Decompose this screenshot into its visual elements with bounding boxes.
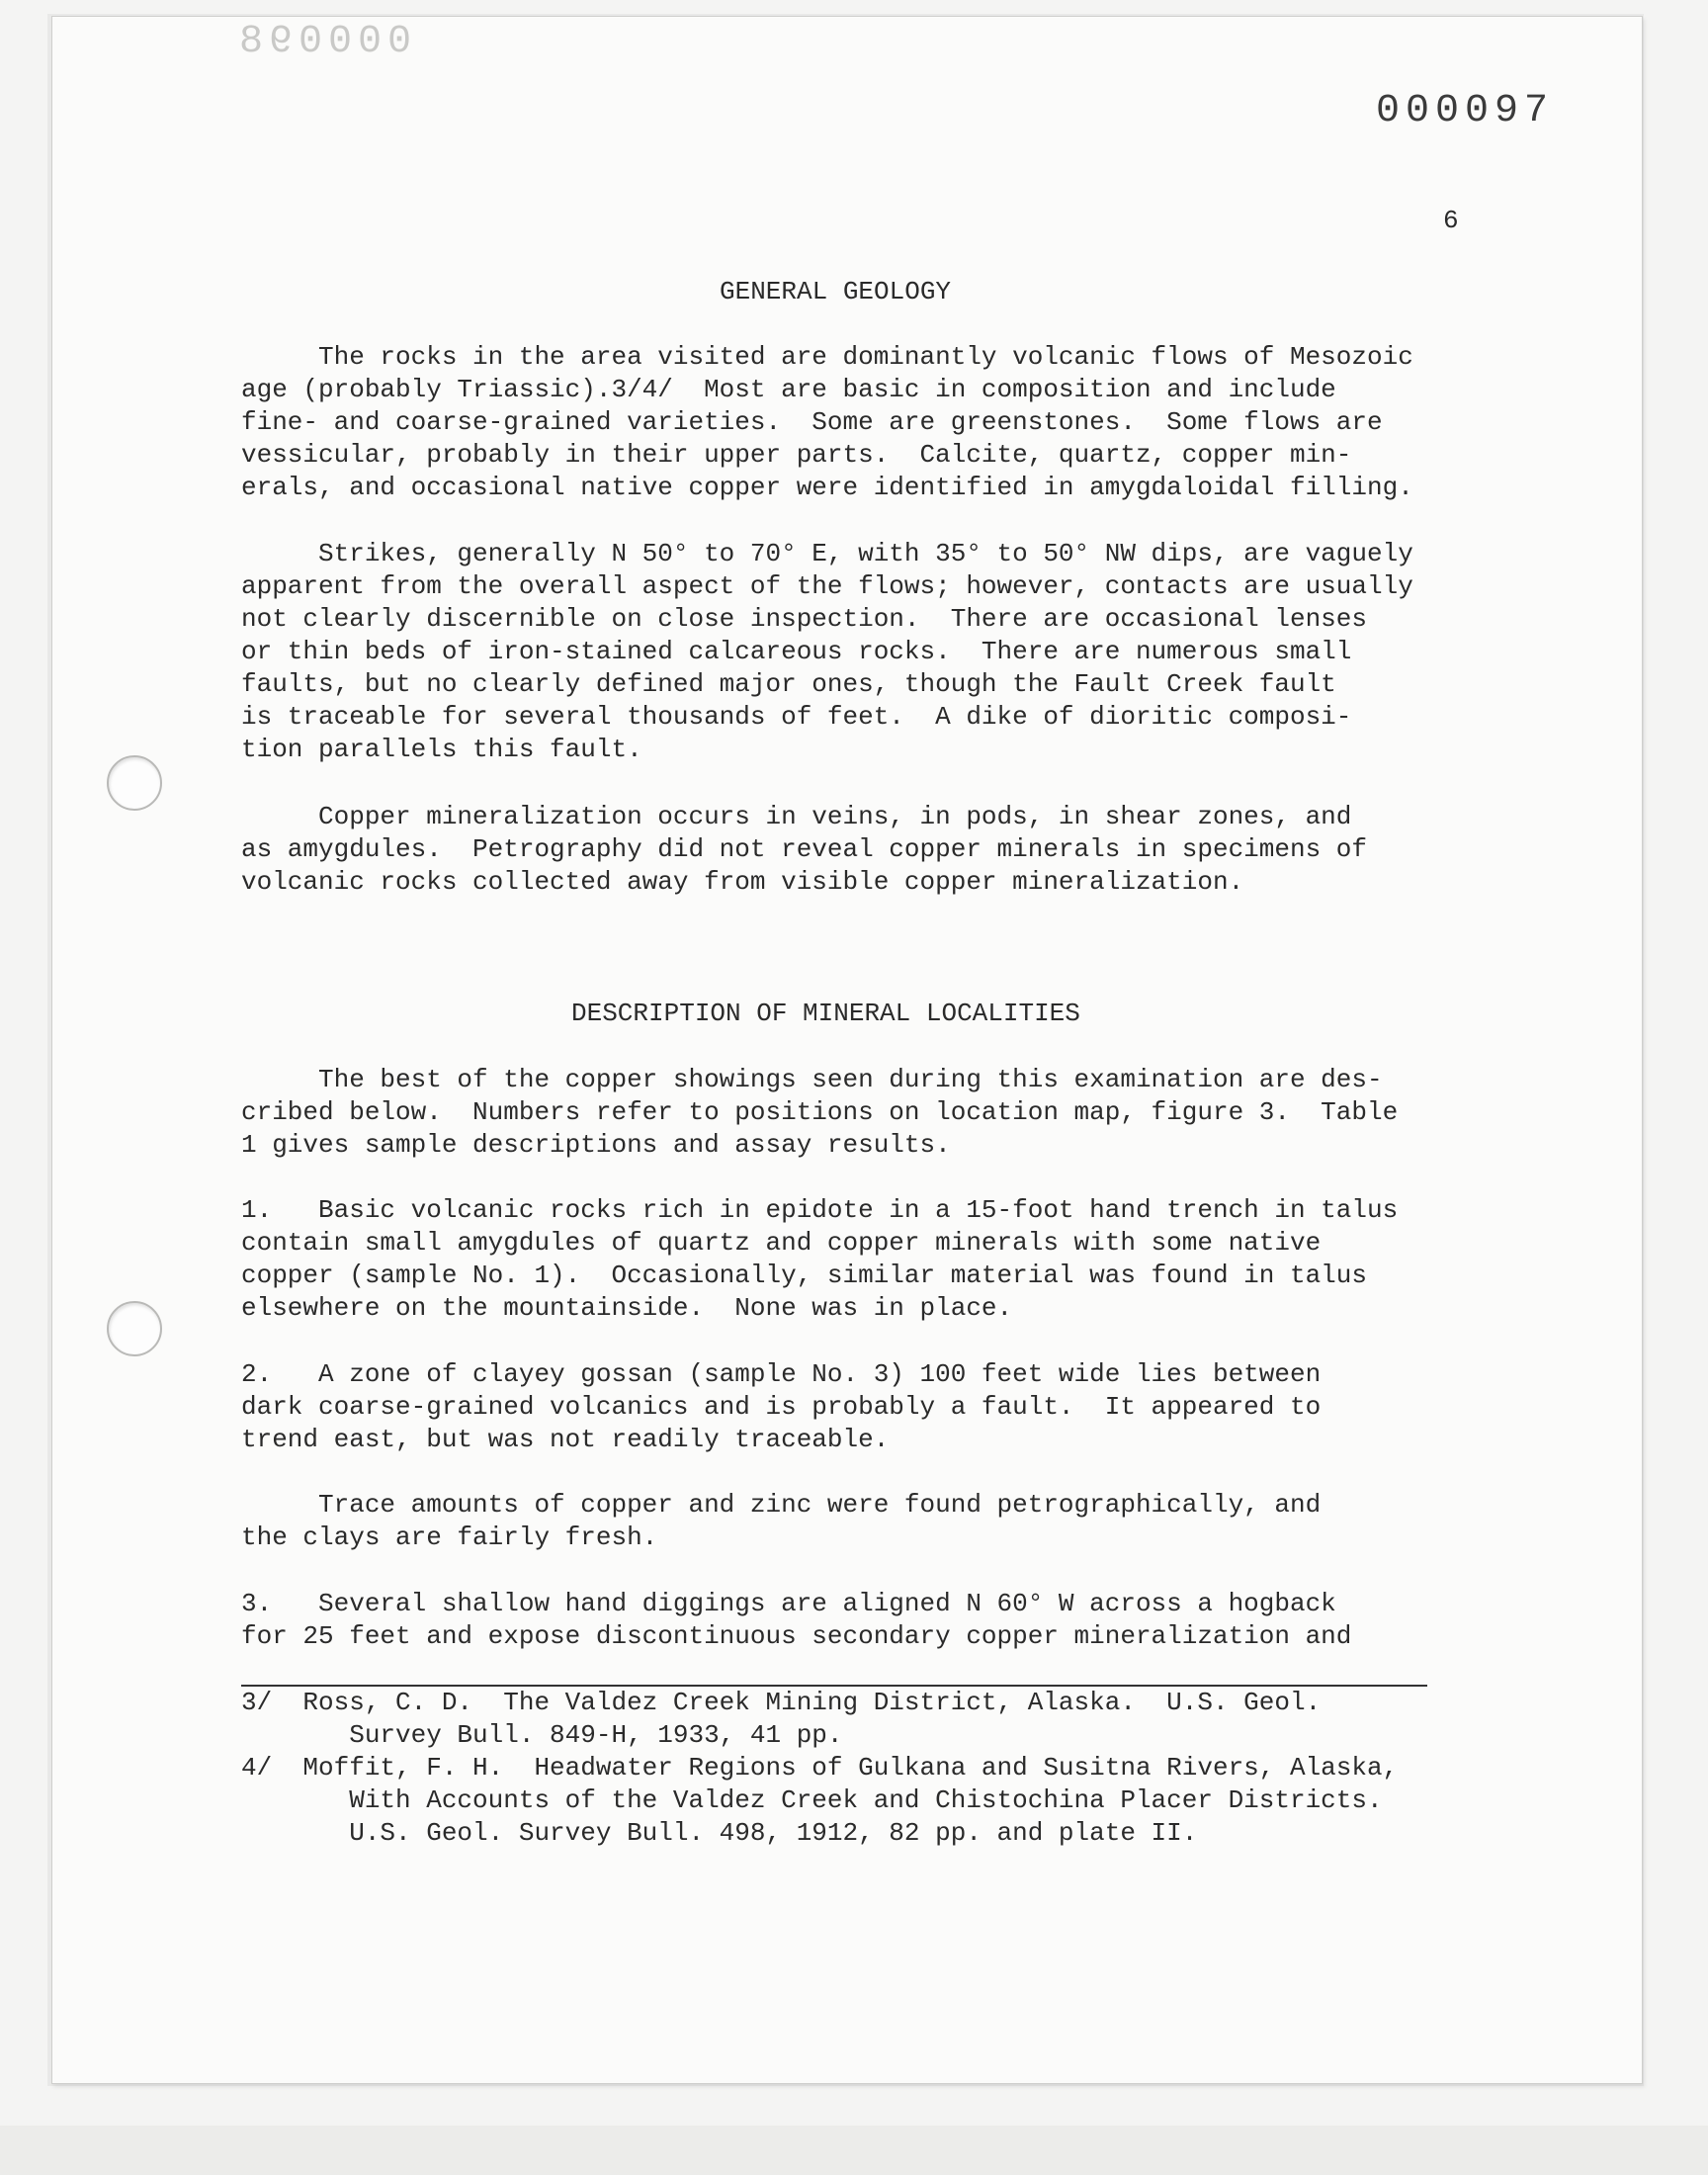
text-line: faults, but no clearly defined major ones, though the Fault Creek fault bbox=[241, 669, 1336, 699]
paragraph-locality-2 bbox=[241, 1358, 1516, 1456]
paragraph-best-showings bbox=[241, 1064, 1516, 1162]
text-line: is traceable for several thousands of feet. A dike of dioritic composi- bbox=[241, 702, 1352, 732]
text-line: the clays are fairly fresh. bbox=[241, 1522, 658, 1552]
text-line: apparent from the overall aspect of the flows; however, contacts are usually bbox=[241, 571, 1413, 601]
text-line: as amygdules. Petrography did not reveal copper minerals in specimens of bbox=[241, 834, 1367, 864]
text-line: 3. Several shallow hand diggings are aligned N 60° W across a hogback bbox=[241, 1589, 1336, 1618]
text-line: 1 gives sample descriptions and assay results. bbox=[241, 1130, 951, 1160]
text-line: not clearly discernible on close inspection. There are occasional lenses bbox=[241, 604, 1367, 634]
paragraph-locality-3 bbox=[241, 1588, 1516, 1653]
text-line: vessicular, probably in their upper parts. Calcite, quartz, copper min- bbox=[241, 440, 1352, 470]
paragraph-locality-1 bbox=[241, 1194, 1516, 1325]
text-line: cribed below. Numbers refer to positions on location map, figure 3. Table bbox=[241, 1097, 1399, 1127]
heading-general-geology: GENERAL GEOLOGY bbox=[720, 277, 952, 306]
paragraph-rock-types bbox=[241, 341, 1516, 504]
text-line: Strikes, generally N 50° to 70° E, with 35° to 50° NW dips, are vaguely bbox=[241, 539, 1413, 568]
text-line: elsewhere on the mountainside. None was in place. bbox=[241, 1293, 1013, 1323]
footnote-line: With Accounts of the Valdez Creek and Chistochina Placer Districts. bbox=[241, 1785, 1383, 1815]
footnote-line: 3/ Ross, C. D. The Valdez Creek Mining District, Alaska. U.S. Geol. bbox=[241, 1688, 1322, 1717]
heading-mineral-localities: DESCRIPTION OF MINERAL LOCALITIES bbox=[571, 999, 1080, 1028]
text-line: Trace amounts of copper and zinc were found petrographically, and bbox=[241, 1490, 1322, 1520]
text-line: trend east, but was not readily traceable. bbox=[241, 1425, 890, 1454]
text-line: volcanic rocks collected away from visible copper mineralization. bbox=[241, 867, 1244, 897]
text-line: The rocks in the area visited are dominantly volcanic flows of Mesozoic bbox=[241, 342, 1413, 372]
text-line: erals, and occasional native copper were identified in amygdaloidal filling. bbox=[241, 473, 1413, 502]
text-line: or thin beds of iron-stained calcareous rocks. There are numerous small bbox=[241, 637, 1352, 666]
paragraph-copper-mineralization bbox=[241, 801, 1516, 899]
footnote-line: 4/ Moffit, F. H. Headwater Regions of Gulkana and Susitna Rivers, Alaska, bbox=[241, 1753, 1399, 1783]
punch-hole-top bbox=[107, 755, 162, 811]
text-line: dark coarse-grained volcanics and is probably a fault. It appeared to bbox=[241, 1392, 1322, 1422]
text-line: fine- and coarse-grained varieties. Some are greenstones. Some flows are bbox=[241, 407, 1383, 437]
footnote-line: U.S. Geol. Survey Bull. 498, 1912, 82 pp. and plate II. bbox=[241, 1818, 1198, 1848]
text-line: tion parallels this fault. bbox=[241, 735, 642, 764]
footnote-line: Survey Bull. 849-H, 1933, 41 pp. bbox=[241, 1720, 843, 1750]
bleed-through-stamp: 000098 bbox=[233, 20, 412, 64]
page-number: 6 bbox=[1443, 206, 1459, 235]
text-line: for 25 feet and expose discontinuous secondary copper mineralization and bbox=[241, 1621, 1352, 1651]
scan-bottom-margin bbox=[0, 2126, 1708, 2175]
text-line: The best of the copper showings seen during this examination are des- bbox=[241, 1065, 1383, 1094]
text-line: Copper mineralization occurs in veins, in pods, in shear zones, and bbox=[241, 802, 1352, 831]
text-line: copper (sample No. 1). Occasionally, similar material was found in talus bbox=[241, 1261, 1367, 1290]
paragraph-strikes bbox=[241, 538, 1516, 766]
paragraph-trace-amounts bbox=[241, 1489, 1516, 1554]
text-line: age (probably Triassic).3/4/ Most are basic in composition and include bbox=[241, 375, 1336, 404]
text-line: 2. A zone of clayey gossan (sample No. 3) 100 feet wide lies between bbox=[241, 1359, 1322, 1389]
text-line: contain small amygdules of quartz and copper minerals with some native bbox=[241, 1228, 1322, 1258]
punch-hole-bottom bbox=[107, 1301, 162, 1356]
document-number-stamp: 000097 bbox=[1376, 89, 1555, 133]
text-line: 1. Basic volcanic rocks rich in epidote in a 15-foot hand trench in talus bbox=[241, 1195, 1399, 1225]
footnotes bbox=[241, 1687, 1516, 1850]
